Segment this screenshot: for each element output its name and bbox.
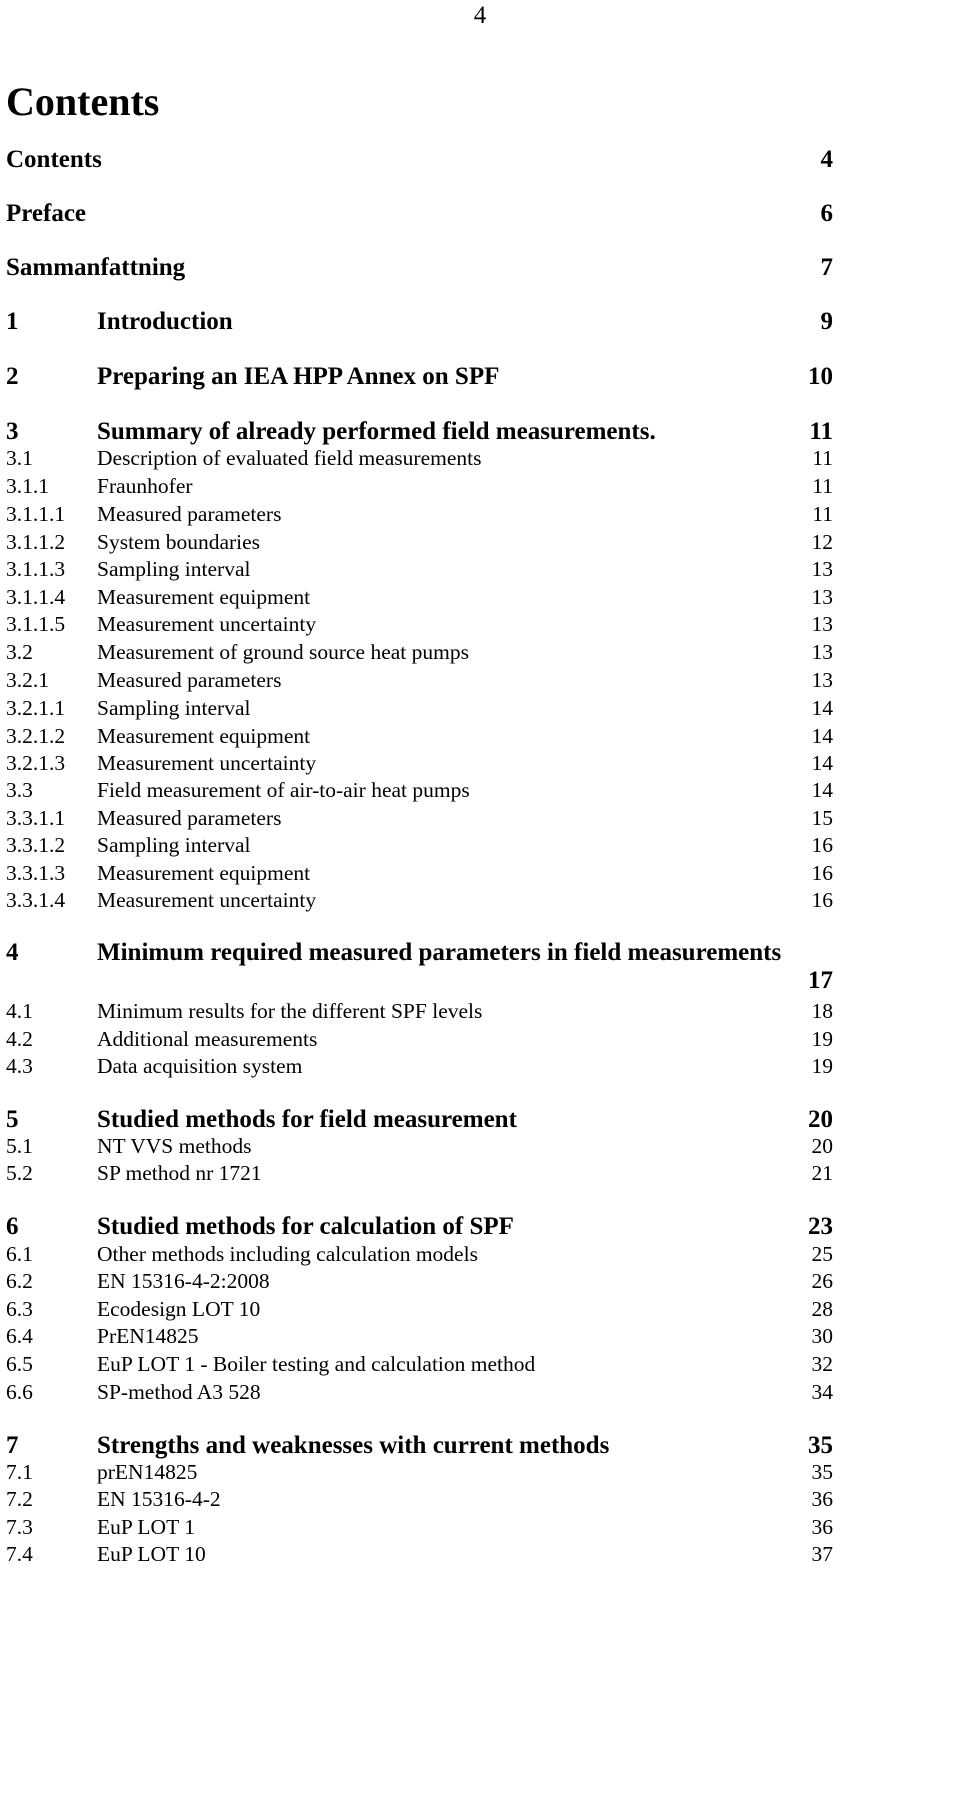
toc-entry[interactable]	[6, 1542, 833, 1568]
toc-entry[interactable]	[6, 1106, 833, 1136]
toc-entry[interactable]	[6, 999, 833, 1025]
toc-entry-page: 13	[811, 585, 833, 609]
toc-entry-number: 2	[6, 363, 19, 390]
toc-entry[interactable]	[6, 1027, 833, 1053]
toc-entry[interactable]	[6, 363, 833, 393]
toc-entry-number: 5	[6, 1106, 19, 1133]
toc-entry-label: Contents	[6, 146, 102, 173]
toc-entry-label: Additional measurements	[97, 1027, 318, 1051]
toc-entry[interactable]	[6, 833, 833, 859]
toc-entry-label: Sampling interval	[97, 833, 251, 857]
toc-entry-page: 34	[811, 1380, 833, 1404]
toc-entry-number: 6.6	[6, 1380, 33, 1404]
toc-entry-page: 17	[808, 967, 833, 994]
toc-entry[interactable]	[6, 200, 833, 230]
toc-entry-number: 5.2	[6, 1161, 33, 1185]
toc-entry-label: Measurement uncertainty	[97, 612, 317, 636]
toc-entry-label: EN 15316-4-2:2008	[97, 1269, 270, 1293]
toc-entry-page: 35	[808, 1432, 833, 1459]
toc-entry-number: 6.2	[6, 1269, 33, 1293]
toc-entry-page: 37	[811, 1542, 833, 1566]
toc-entry-page: 23	[808, 1213, 833, 1240]
toc-entry-label: Studied methods for calculation of SPF	[97, 1213, 514, 1240]
toc-entry-number: 4.2	[6, 1027, 33, 1051]
toc-entry-number: 3.1.1.2	[6, 530, 66, 554]
toc-entry-number: 3.3.1.2	[6, 833, 66, 857]
toc-entry[interactable]	[6, 1432, 833, 1462]
toc-entry-label: Preparing an IEA HPP Annex on SPF	[97, 363, 500, 390]
toc-entry-page: 32	[811, 1352, 833, 1376]
toc-entry[interactable]	[6, 418, 833, 448]
toc-entry-number: 3.2.1.1	[6, 696, 66, 720]
toc-entry-page: 14	[811, 696, 833, 720]
toc-entry[interactable]	[6, 778, 833, 804]
toc-entry-number: 6.5	[6, 1352, 33, 1376]
toc-entry[interactable]	[6, 585, 833, 611]
toc-entry-page: 13	[811, 557, 833, 581]
toc-entry-label: NT VVS methods	[97, 1134, 252, 1158]
toc-entry-page: 21	[811, 1161, 833, 1185]
toc-entry-page: 14	[811, 724, 833, 748]
toc-entry[interactable]	[6, 1242, 833, 1268]
toc-entry[interactable]	[6, 724, 833, 750]
toc-entry-page: 20	[808, 1106, 833, 1133]
toc-entry-number: 6.3	[6, 1297, 33, 1321]
toc-entry-label: Measured parameters	[97, 668, 282, 692]
toc-entry-page: 12	[811, 530, 833, 554]
toc-entry-page: 36	[811, 1515, 833, 1539]
toc-entry-number: 6	[6, 1213, 19, 1240]
toc-entry-label: Minimum required measured parameters in field measurements	[97, 939, 782, 966]
toc-entry-label: Studied methods for field measurement	[97, 1106, 517, 1133]
page-number: 4	[473, 2, 487, 29]
toc-entry[interactable]	[6, 557, 833, 583]
toc-entry-page: 28	[811, 1297, 833, 1321]
toc-entry-label: EuP LOT 1 - Boiler testing and calculation method	[97, 1352, 536, 1376]
toc-entry[interactable]	[6, 806, 833, 832]
toc-entry-page: 9	[820, 308, 833, 335]
toc-entry-label: Measured parameters	[97, 806, 282, 830]
toc-entry-label: Measurement uncertainty	[97, 888, 317, 912]
toc-entry-number: 4.3	[6, 1054, 33, 1078]
toc-entry[interactable]	[6, 939, 833, 997]
toc-entry[interactable]	[6, 502, 833, 528]
toc-entry[interactable]	[6, 1054, 833, 1080]
toc-entry[interactable]	[6, 861, 833, 887]
toc-entry-page: 7	[820, 254, 833, 281]
toc-entry[interactable]	[6, 1213, 833, 1243]
toc-entry-number: 3.2.1.2	[6, 724, 66, 748]
page-title: Contents	[6, 79, 160, 124]
toc-entry[interactable]	[6, 146, 833, 176]
toc-entry-page: 20	[811, 1134, 833, 1158]
toc-entry-label: Ecodesign LOT 10	[97, 1297, 261, 1321]
toc-entry[interactable]	[6, 888, 833, 914]
toc-entry-number: 7.2	[6, 1487, 33, 1511]
toc-entry-page: 14	[811, 751, 833, 775]
toc-entry-number: 3.2.1.3	[6, 751, 66, 775]
toc-entry-page: 36	[811, 1487, 833, 1511]
toc-entry-number: 6.4	[6, 1324, 33, 1348]
toc-entry-number: 7	[6, 1432, 19, 1459]
toc-entry-page: 11	[812, 446, 833, 470]
toc-entry-page: 13	[811, 668, 833, 692]
toc-entry-page: 10	[808, 363, 833, 390]
toc-entry-number: 3.2	[6, 640, 33, 664]
toc-entry[interactable]	[6, 1380, 833, 1406]
toc-entry-number: 3.3.1.3	[6, 861, 66, 885]
toc-entry[interactable]	[6, 640, 833, 666]
toc-entry-number: 4.1	[6, 999, 33, 1023]
toc-entry-number: 7.4	[6, 1542, 33, 1566]
toc-entry-label: EuP LOT 1	[97, 1515, 195, 1539]
toc-entry-label: PrEN14825	[97, 1324, 199, 1348]
toc-entry-label: Field measurement of air-to-air heat pumps	[97, 778, 470, 802]
toc-entry-label: Sampling interval	[97, 557, 251, 581]
toc-entry-number: 3.1.1.1	[6, 502, 66, 526]
toc-entry-number: 3.3.1.4	[6, 888, 66, 912]
toc-entry-number: 6.1	[6, 1242, 33, 1266]
toc-entry-page: 25	[811, 1242, 833, 1266]
toc-entry-page: 15	[811, 806, 833, 830]
toc-entry-label: Measured parameters	[97, 502, 282, 526]
toc-entry-number: 3.3	[6, 778, 33, 802]
toc-entry-number: 3.1.1	[6, 474, 49, 498]
toc-entry-label: Measurement of ground source heat pumps	[97, 640, 469, 664]
toc-entry-number: 3.1.1.5	[6, 612, 66, 636]
toc-entry[interactable]	[6, 612, 833, 638]
toc-entry-page: 11	[812, 474, 833, 498]
toc-entry-label: Measurement equipment	[97, 585, 311, 609]
toc-entry-number: 3.1	[6, 446, 33, 470]
toc-entry[interactable]	[6, 1460, 833, 1486]
toc-entry-number: 5.1	[6, 1134, 33, 1158]
toc-entry-label: Sampling interval	[97, 696, 251, 720]
toc-entry[interactable]	[6, 530, 833, 556]
toc-entry-page: 35	[811, 1460, 833, 1484]
toc-entry-label: Data acquisition system	[97, 1054, 303, 1078]
toc-entry-number: 3.1.1.3	[6, 557, 66, 581]
toc-entry-label: Sammanfattning	[6, 254, 186, 281]
toc-entry-page: 16	[811, 888, 833, 912]
toc-entry-page: 4	[820, 146, 833, 173]
toc-entry-page: 19	[811, 1054, 833, 1078]
toc-entry[interactable]	[6, 751, 833, 777]
toc-entry-label: EuP LOT 10	[97, 1542, 206, 1566]
toc-entry-number: 7.3	[6, 1515, 33, 1539]
toc-entry[interactable]	[6, 1161, 833, 1187]
toc-entry[interactable]	[6, 446, 833, 472]
toc-entry-label: Fraunhofer	[97, 474, 193, 498]
toc-entry[interactable]	[6, 1515, 833, 1541]
toc-entry-label: SP method nr 1721	[97, 1161, 262, 1185]
toc-entry[interactable]	[6, 254, 833, 284]
toc-entry-page: 11	[809, 418, 833, 445]
toc-entry-label: Measurement equipment	[97, 724, 311, 748]
toc-entry-label: SP-method A3 528	[97, 1380, 261, 1404]
toc-entry-page: 26	[811, 1269, 833, 1293]
toc-entry-number: 7.1	[6, 1460, 33, 1484]
toc-entry-page: 14	[811, 778, 833, 802]
toc-entry-label: Introduction	[97, 308, 233, 335]
toc-entry-number: 3	[6, 418, 19, 445]
toc-entry[interactable]	[6, 668, 833, 694]
toc-entry[interactable]	[6, 696, 833, 722]
toc-entry-number: 1	[6, 308, 19, 335]
toc-entry-page: 30	[811, 1324, 833, 1348]
toc-entry-label: EN 15316-4-2	[97, 1487, 221, 1511]
toc-entry-page: 18	[811, 999, 833, 1023]
toc-entry-label: System boundaries	[97, 530, 261, 554]
toc-entry-number: 3.3.1.1	[6, 806, 66, 830]
toc-entry[interactable]	[6, 308, 833, 338]
toc-entry-page: 16	[811, 833, 833, 857]
toc-entry-label: prEN14825	[97, 1460, 198, 1484]
toc-entry-page: 6	[820, 200, 833, 227]
toc-entry[interactable]	[6, 1487, 833, 1513]
toc-entry-page: 11	[812, 502, 833, 526]
toc-entry-label: Strengths and weaknesses with current methods	[97, 1432, 610, 1459]
toc-entry[interactable]	[6, 1269, 833, 1295]
toc-entry-label: Other methods including calculation models	[97, 1242, 478, 1266]
toc-entry-number: 4	[6, 939, 19, 966]
toc-entry-label: Preface	[6, 200, 87, 227]
toc-entry-page: 16	[811, 861, 833, 885]
toc-entry-label: Measurement uncertainty	[97, 751, 317, 775]
toc-entry[interactable]	[6, 1134, 833, 1160]
toc-entry-label: Description of evaluated field measurements	[97, 446, 482, 470]
toc-entry[interactable]	[6, 1324, 833, 1350]
toc-entry-page: 19	[811, 1027, 833, 1051]
toc-entry[interactable]	[6, 1352, 833, 1378]
toc-entry-page: 13	[811, 640, 833, 664]
toc-entry[interactable]	[6, 474, 833, 500]
toc-entry-label: Summary of already performed field measurements.	[97, 418, 656, 445]
toc-entry-number: 3.2.1	[6, 668, 49, 692]
toc-entry-label: Minimum results for the different SPF levels	[97, 999, 483, 1023]
toc-entry[interactable]	[6, 1297, 833, 1323]
toc-entry-page: 13	[811, 612, 833, 636]
toc-entry-number: 3.1.1.4	[6, 585, 66, 609]
toc-entry-label: Measurement equipment	[97, 861, 311, 885]
